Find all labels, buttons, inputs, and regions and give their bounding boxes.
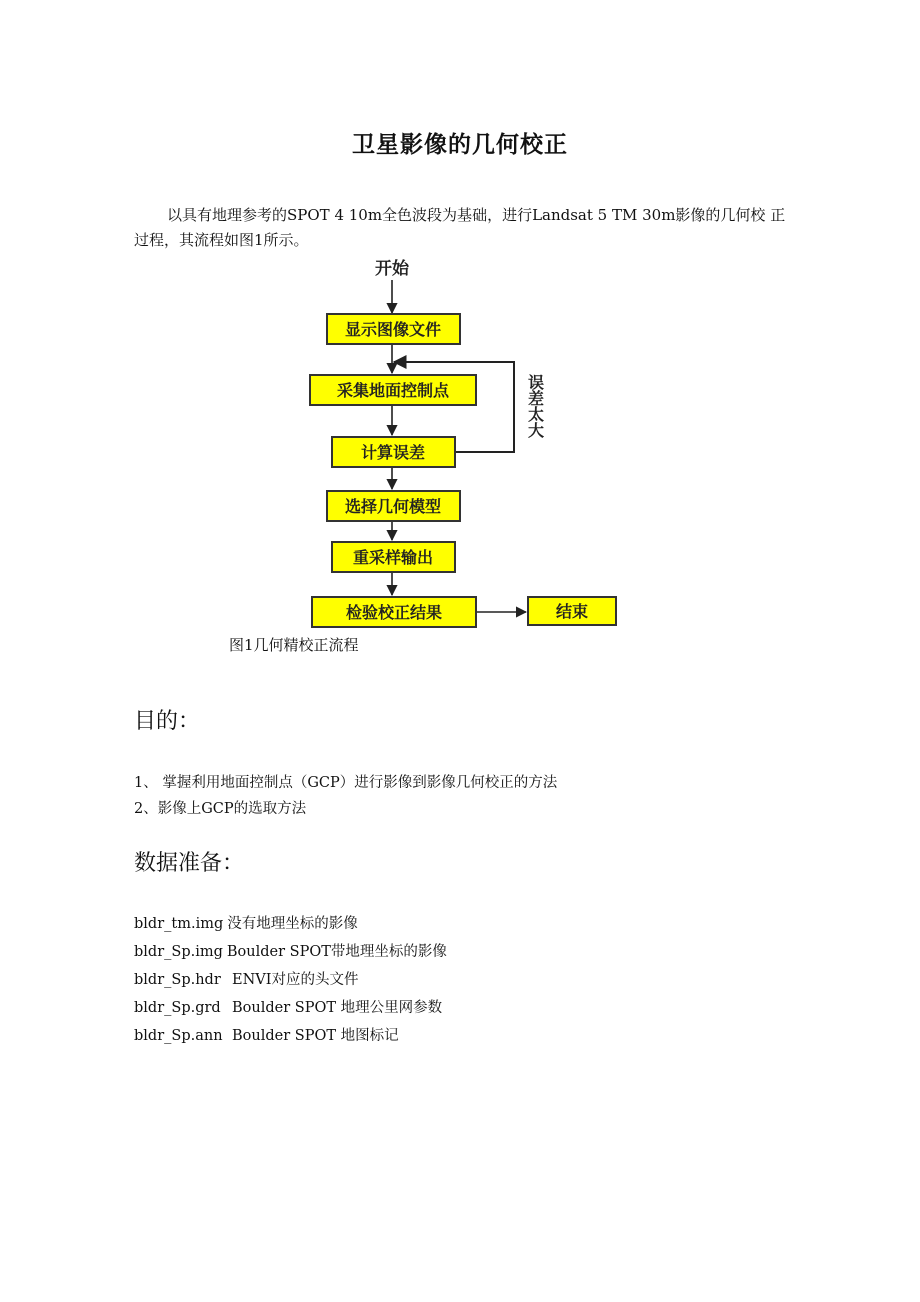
flow-start-label: 开始 bbox=[375, 259, 409, 279]
data-file-item bbox=[134, 910, 447, 938]
data-prep-heading: 数据准备： bbox=[134, 851, 245, 876]
data-file-list bbox=[134, 910, 447, 1050]
page-title: 卫星影像的几何校正 bbox=[352, 132, 568, 158]
file-name: bldr_tm.img bbox=[134, 916, 224, 932]
file-name: bldr_Sp.img bbox=[134, 944, 223, 960]
figure-caption: 图1几何精校正流程 bbox=[229, 636, 359, 654]
flowchart bbox=[290, 252, 630, 632]
flow-step-label-3: 计算误差 bbox=[360, 443, 426, 462]
data-file-item bbox=[134, 994, 447, 1022]
flow-step-label-4: 选择几何模型 bbox=[344, 497, 442, 516]
file-name: bldr_Sp.hdr bbox=[134, 972, 221, 988]
flow-end-label: 结束 bbox=[555, 602, 589, 621]
file-desc: 没有地理坐标的影像 bbox=[227, 916, 358, 932]
purpose-item-1: 1、 掌握利用地面控制点（GCP）进行影像到影像几何校正的方法 bbox=[134, 775, 558, 791]
file-name: bldr_Sp.grd bbox=[134, 1000, 221, 1016]
flow-step-label-6: 检验校正结果 bbox=[345, 603, 443, 622]
purpose-item-2: 2、影像上GCP的选取方法 bbox=[134, 801, 307, 817]
file-desc: Boulder SPOT 地理公里网参数 bbox=[232, 1000, 443, 1016]
data-file-item bbox=[134, 938, 447, 966]
flow-step-label-1: 显示图像文件 bbox=[344, 320, 442, 339]
purpose-heading: 目的： bbox=[134, 709, 201, 734]
loop-label: 误差太大 bbox=[525, 374, 545, 438]
data-file-item bbox=[134, 1022, 447, 1050]
file-desc: ENVI对应的头文件 bbox=[232, 972, 359, 988]
intro-paragraph: 以具有地理参考的SPOT 4 10m全色波段为基础，进行Landsat 5 TM 30m影像的几何校 正过程，其流程如图1所示。 bbox=[134, 206, 786, 249]
flow-step-label-2: 采集地面控制点 bbox=[336, 381, 450, 400]
purpose-list bbox=[134, 770, 557, 822]
file-desc: Boulder SPOT 地图标记 bbox=[232, 1028, 399, 1044]
file-name: bldr_Sp.ann bbox=[134, 1028, 223, 1044]
flow-step-label-5: 重采样输出 bbox=[352, 548, 434, 567]
file-desc: Boulder SPOT带地理坐标的影像 bbox=[226, 944, 447, 960]
data-file-item bbox=[134, 966, 447, 994]
